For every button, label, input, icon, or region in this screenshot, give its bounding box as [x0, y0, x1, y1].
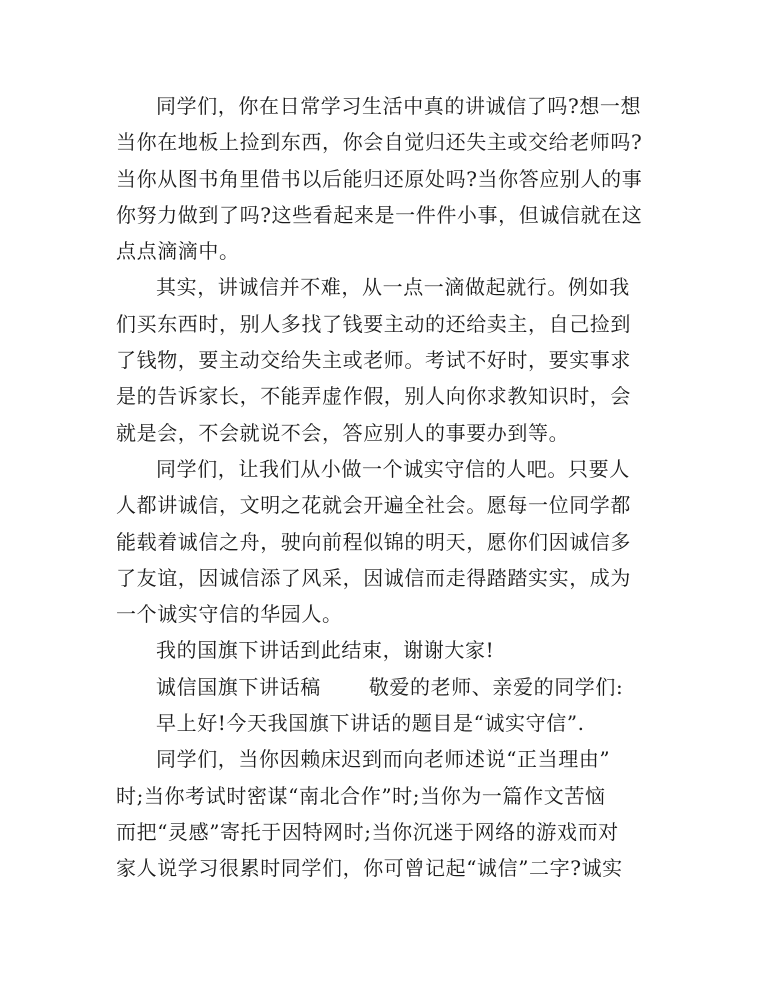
text-line: 当你在地板上捡到东西，你会自觉归还失主或交给老师吗?: [116, 130, 643, 155]
greeting-paragraph: [116, 705, 646, 741]
text-line: 们买东西时，别人多找了钱要主动的还给卖主，自己捡到: [116, 311, 631, 336]
salutation: 敬爱的老师、亲爱的同学们:: [368, 674, 624, 699]
speech-heading: [116, 669, 646, 705]
closing-paragraph: [116, 632, 646, 668]
text-line: 而把“灵感”寄托于因特网时;当你沉迷于网络的游戏而对: [116, 819, 619, 844]
text-line: 人都讲诚信，文明之花就会开遍全社会。愿每一位同学都: [116, 493, 631, 518]
text-line: 当你从图书角里借书以后能归还原处吗?当你答应别人的事: [116, 166, 643, 191]
text-line: 你努力做到了吗?这些看起来是一件件小事，但诚信就在这: [116, 202, 643, 227]
text-line: 就是会，不会就说不会，答应别人的事要办到等。: [116, 420, 570, 445]
text-line: 同学们，你在日常学习生活中真的讲诚信了吗?想一想: [156, 94, 642, 118]
text-line: 早上好!今天我国旗下讲话的题目是“诚实守信”.: [156, 711, 585, 736]
text-line: 同学们，当你因赖床迟到而向老师述说“正当理由”: [156, 747, 611, 772]
text-line: 能载着诚信之舟，驶向前程似锦的明天，愿你们因诚信多: [116, 529, 631, 554]
speech-title: 诚信国旗下讲话稿: [156, 674, 321, 699]
text-line: 是的告诉家长，不能弄虚作假，别人向你求教知识时，会: [116, 384, 631, 409]
paragraph-2: [116, 269, 646, 450]
paragraph-1: [116, 88, 646, 269]
paragraph-7: [116, 741, 646, 886]
heading-line: [116, 669, 646, 705]
paragraph-3: [116, 451, 646, 632]
text-line: 我的国旗下讲话到此结束，谢谢大家!: [156, 638, 495, 663]
text-line: 了友谊，因诚信添了风采，因诚信而走得踏踏实实，成为: [116, 565, 631, 590]
text-line: 点点滴滴中。: [116, 239, 240, 264]
text-line: 同学们，让我们从小做一个诚实守信的人吧。只要人: [156, 456, 630, 481]
document-page: [116, 88, 646, 887]
text-line: 一个诚实守信的华园人。: [116, 602, 343, 627]
text-line: 时;当你考试时密谋“南北合作”时;当你为一篇作文苦恼: [116, 783, 606, 808]
text-line: 了钱物，要主动交给失主或老师。考试不好时，要实事求: [116, 348, 631, 373]
text-line: 家人说学习很累时同学们，你可曾记起“诚信”二字?诚实: [116, 856, 623, 881]
text-line: 其实，讲诚信并不难，从一点一滴做起就行。例如我: [156, 275, 630, 300]
